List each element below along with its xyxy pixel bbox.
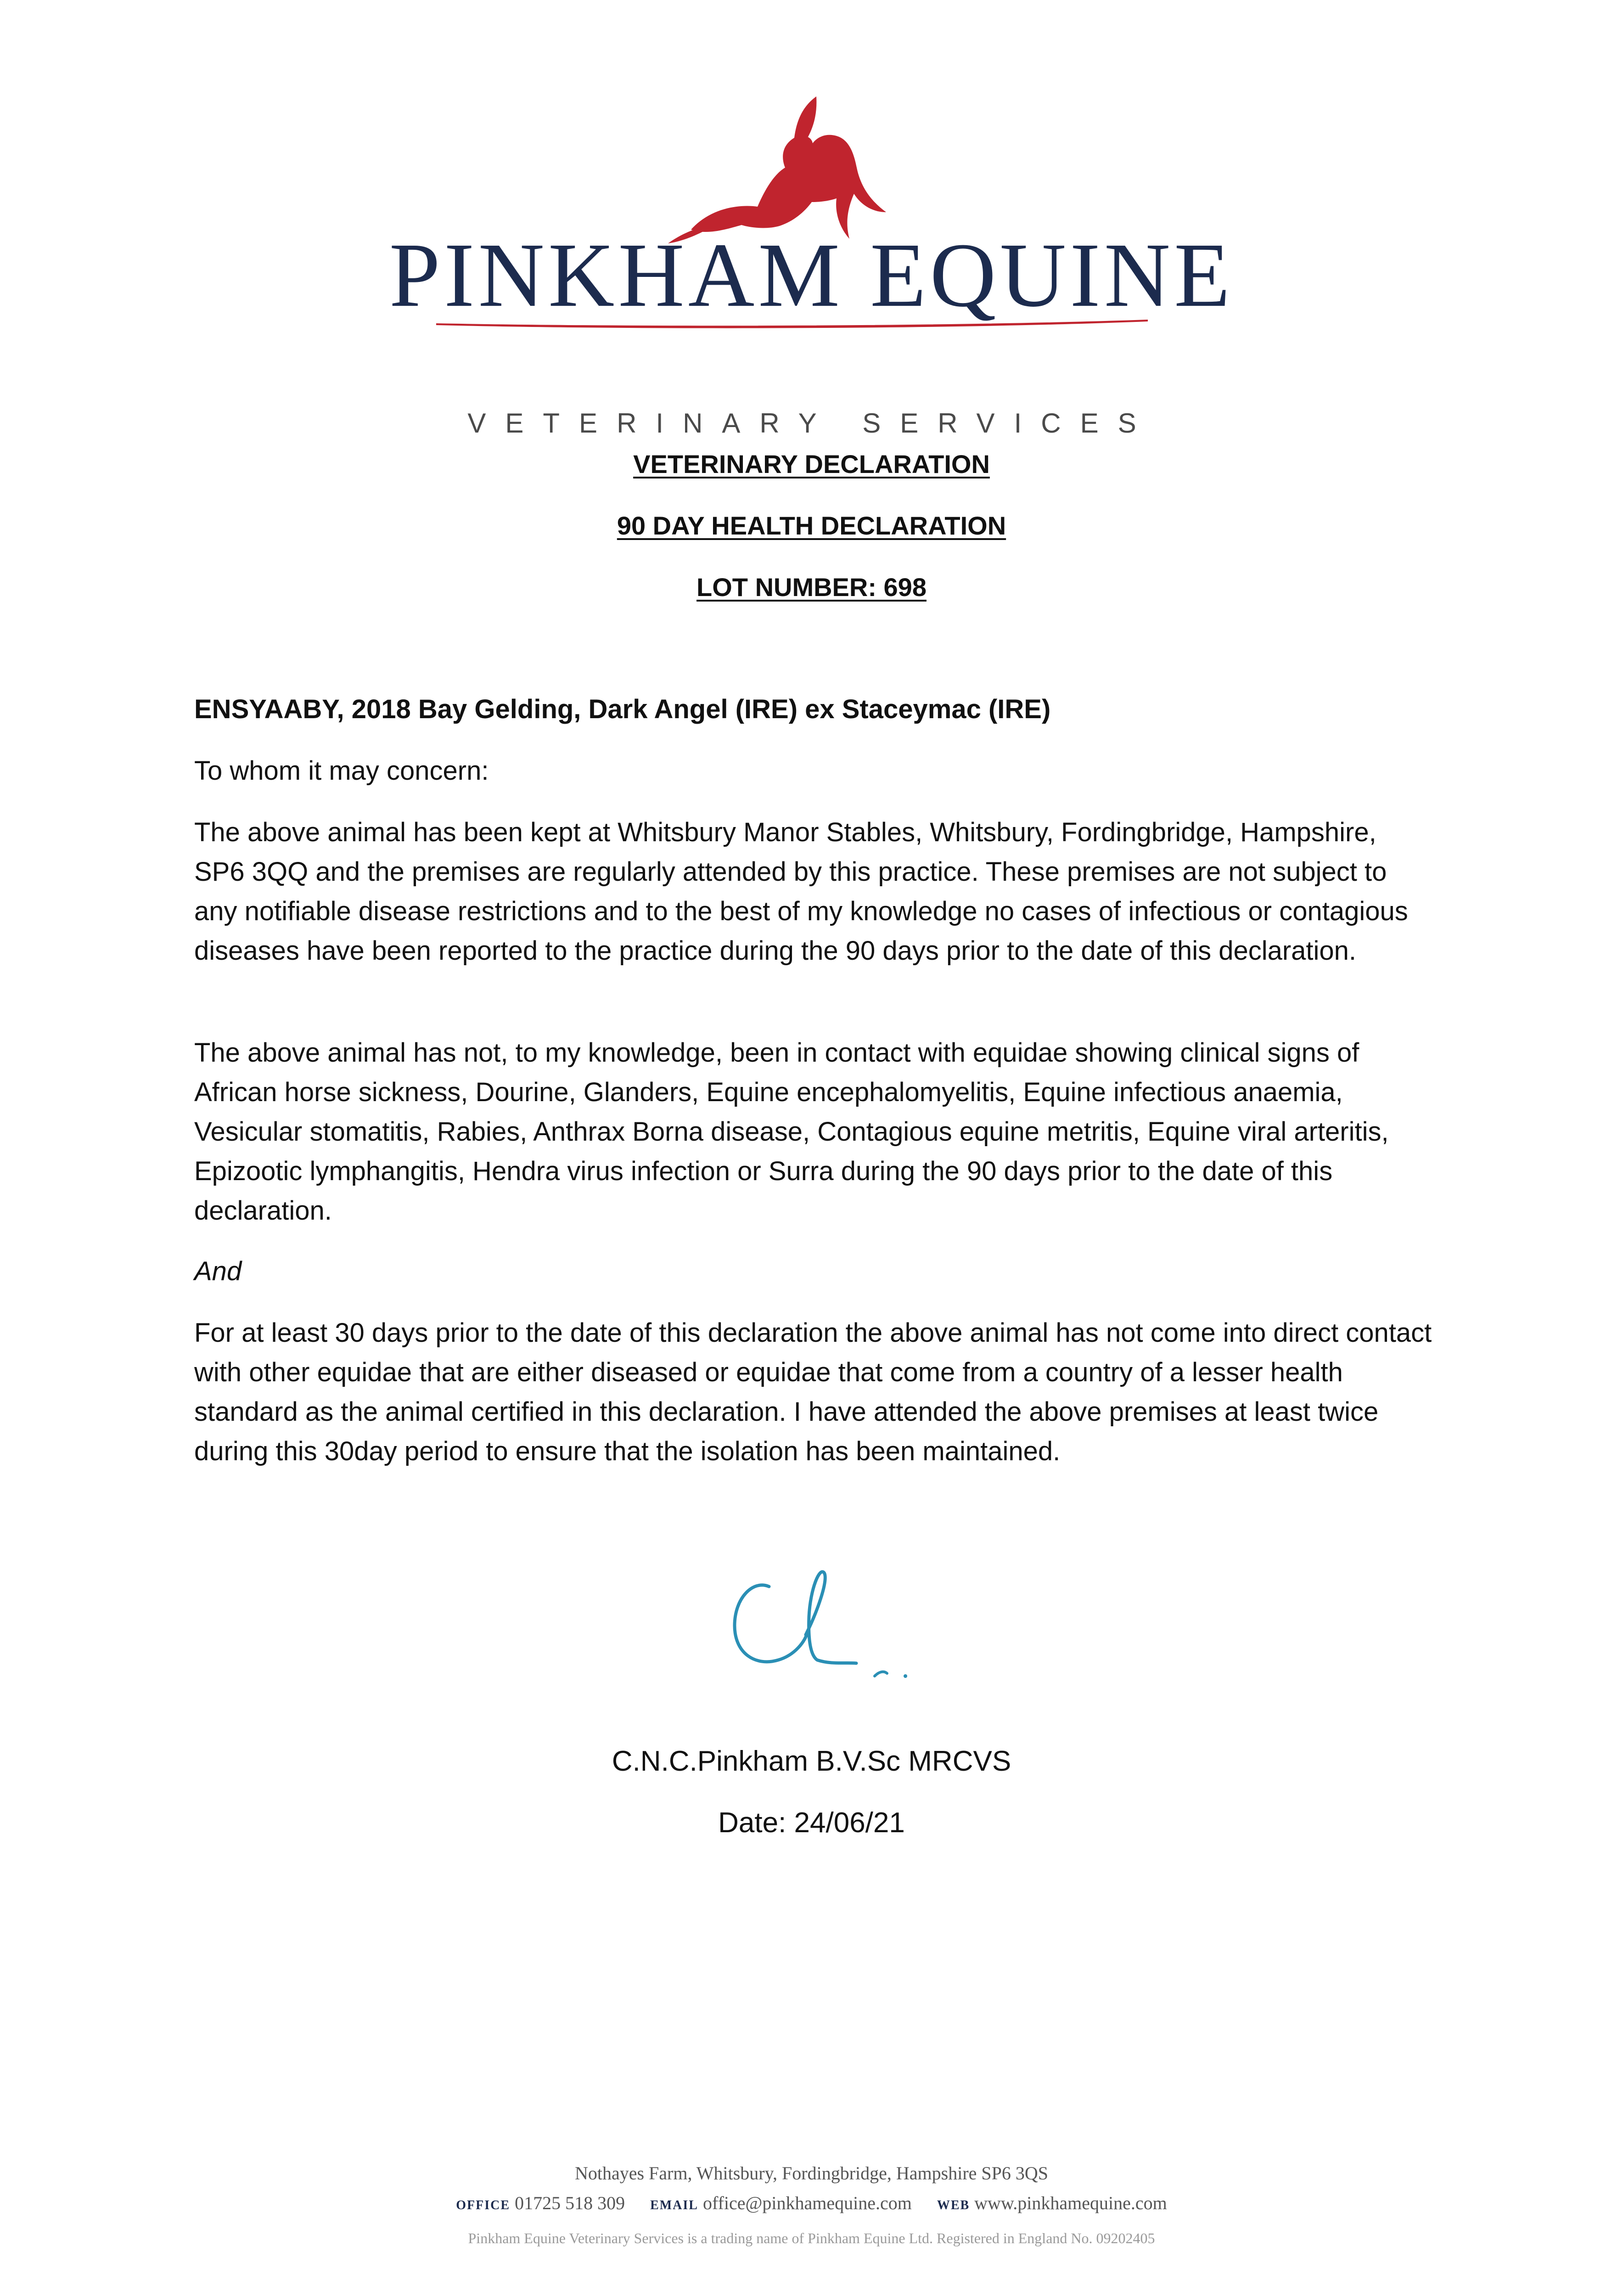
declaration-title-text: VETERINARY DECLARATION bbox=[633, 450, 990, 478]
paragraph-premises: The above animal has been kept at Whitsbury Manor Stables, Whitsbury, Fordingbridge, Hampshire, SP6 3QQ and the premises are regularly attended by this practice. These premises are not subject to any notifiable disease restrictions and to the best of my knowledge no cases of infectious or contagious diseases have been reported to the practice during the 90 days prior to the date of this declaration. bbox=[194, 817, 1408, 966]
paragraph-isolation: For at least 30 days prior to the date of this declaration the above animal has not come into direct contact with other equidae that are either diseased or equidae that come from a country of a lesser health standard as the animal certified in this declaration. I have attended the above premises at least twice during this 30day period to ensure that the isolation has been maintained. bbox=[194, 1318, 1432, 1466]
declaration-subtitle-text: 90 DAY HEALTH DECLARATION bbox=[617, 511, 1006, 540]
email-link[interactable]: office@pinkhamequine.com bbox=[702, 2193, 912, 2213]
company-logo bbox=[0, 92, 1623, 439]
footer-address: Nothayes Farm, Whitsbury, Fordingbridge, Hampshire SP6 3QS bbox=[574, 2163, 1049, 2183]
declaration-subtitle bbox=[0, 513, 1623, 539]
lot-number bbox=[0, 574, 1623, 600]
footer-contacts bbox=[0, 2194, 1623, 2212]
animal-description: ENSYAABY, 2018 Bay Gelding, Dark Angel (IRE) ex Staceymac (IRE) bbox=[194, 694, 1051, 724]
lot-number-text: LOT NUMBER: 698 bbox=[696, 573, 927, 602]
conjunction: And bbox=[194, 1256, 242, 1286]
footer-legal: Pinkham Equine Veterinary Services is a trading name of Pinkham Equine Ltd. Registered in England No. 09202405 bbox=[468, 2230, 1155, 2246]
declaration-date: Date: 24/06/21 bbox=[718, 1807, 905, 1839]
web-label: web bbox=[937, 2193, 970, 2213]
logo-subtitle: VETERINARY SERVICES bbox=[467, 408, 1156, 439]
salutation: To whom it may concern: bbox=[194, 756, 489, 786]
handwritten-signature bbox=[725, 1561, 932, 1690]
office-label: office bbox=[456, 2193, 511, 2213]
logo-wordmark: PINKHAM EQUINE bbox=[389, 225, 1234, 326]
email-label: email bbox=[650, 2193, 698, 2213]
declaration-title bbox=[0, 451, 1623, 477]
office-phone: 01725 518 309 bbox=[515, 2193, 625, 2213]
paragraph-disease-contact: The above animal has not, to my knowledge, been in contact with equidae showing clinical signs of African horse sickness, Dourine, Glanders, Equine encephalomyelitis, Equine infectious anaemia, Vesicular stomatitis, Rabies, Anthrax Borna disease, Contagious equine metritis, Equine viral arteritis, Epizootic lymphangitis, Hendra virus infection or Surra during the 90 days prior to the date of this declaration. bbox=[194, 1038, 1389, 1226]
signatory-name: C.N.C.Pinkham B.V.Sc MRCVS bbox=[612, 1745, 1011, 1777]
logo-underline-swoosh bbox=[436, 313, 1148, 330]
web-link[interactable]: www.pinkhamequine.com bbox=[974, 2193, 1167, 2213]
